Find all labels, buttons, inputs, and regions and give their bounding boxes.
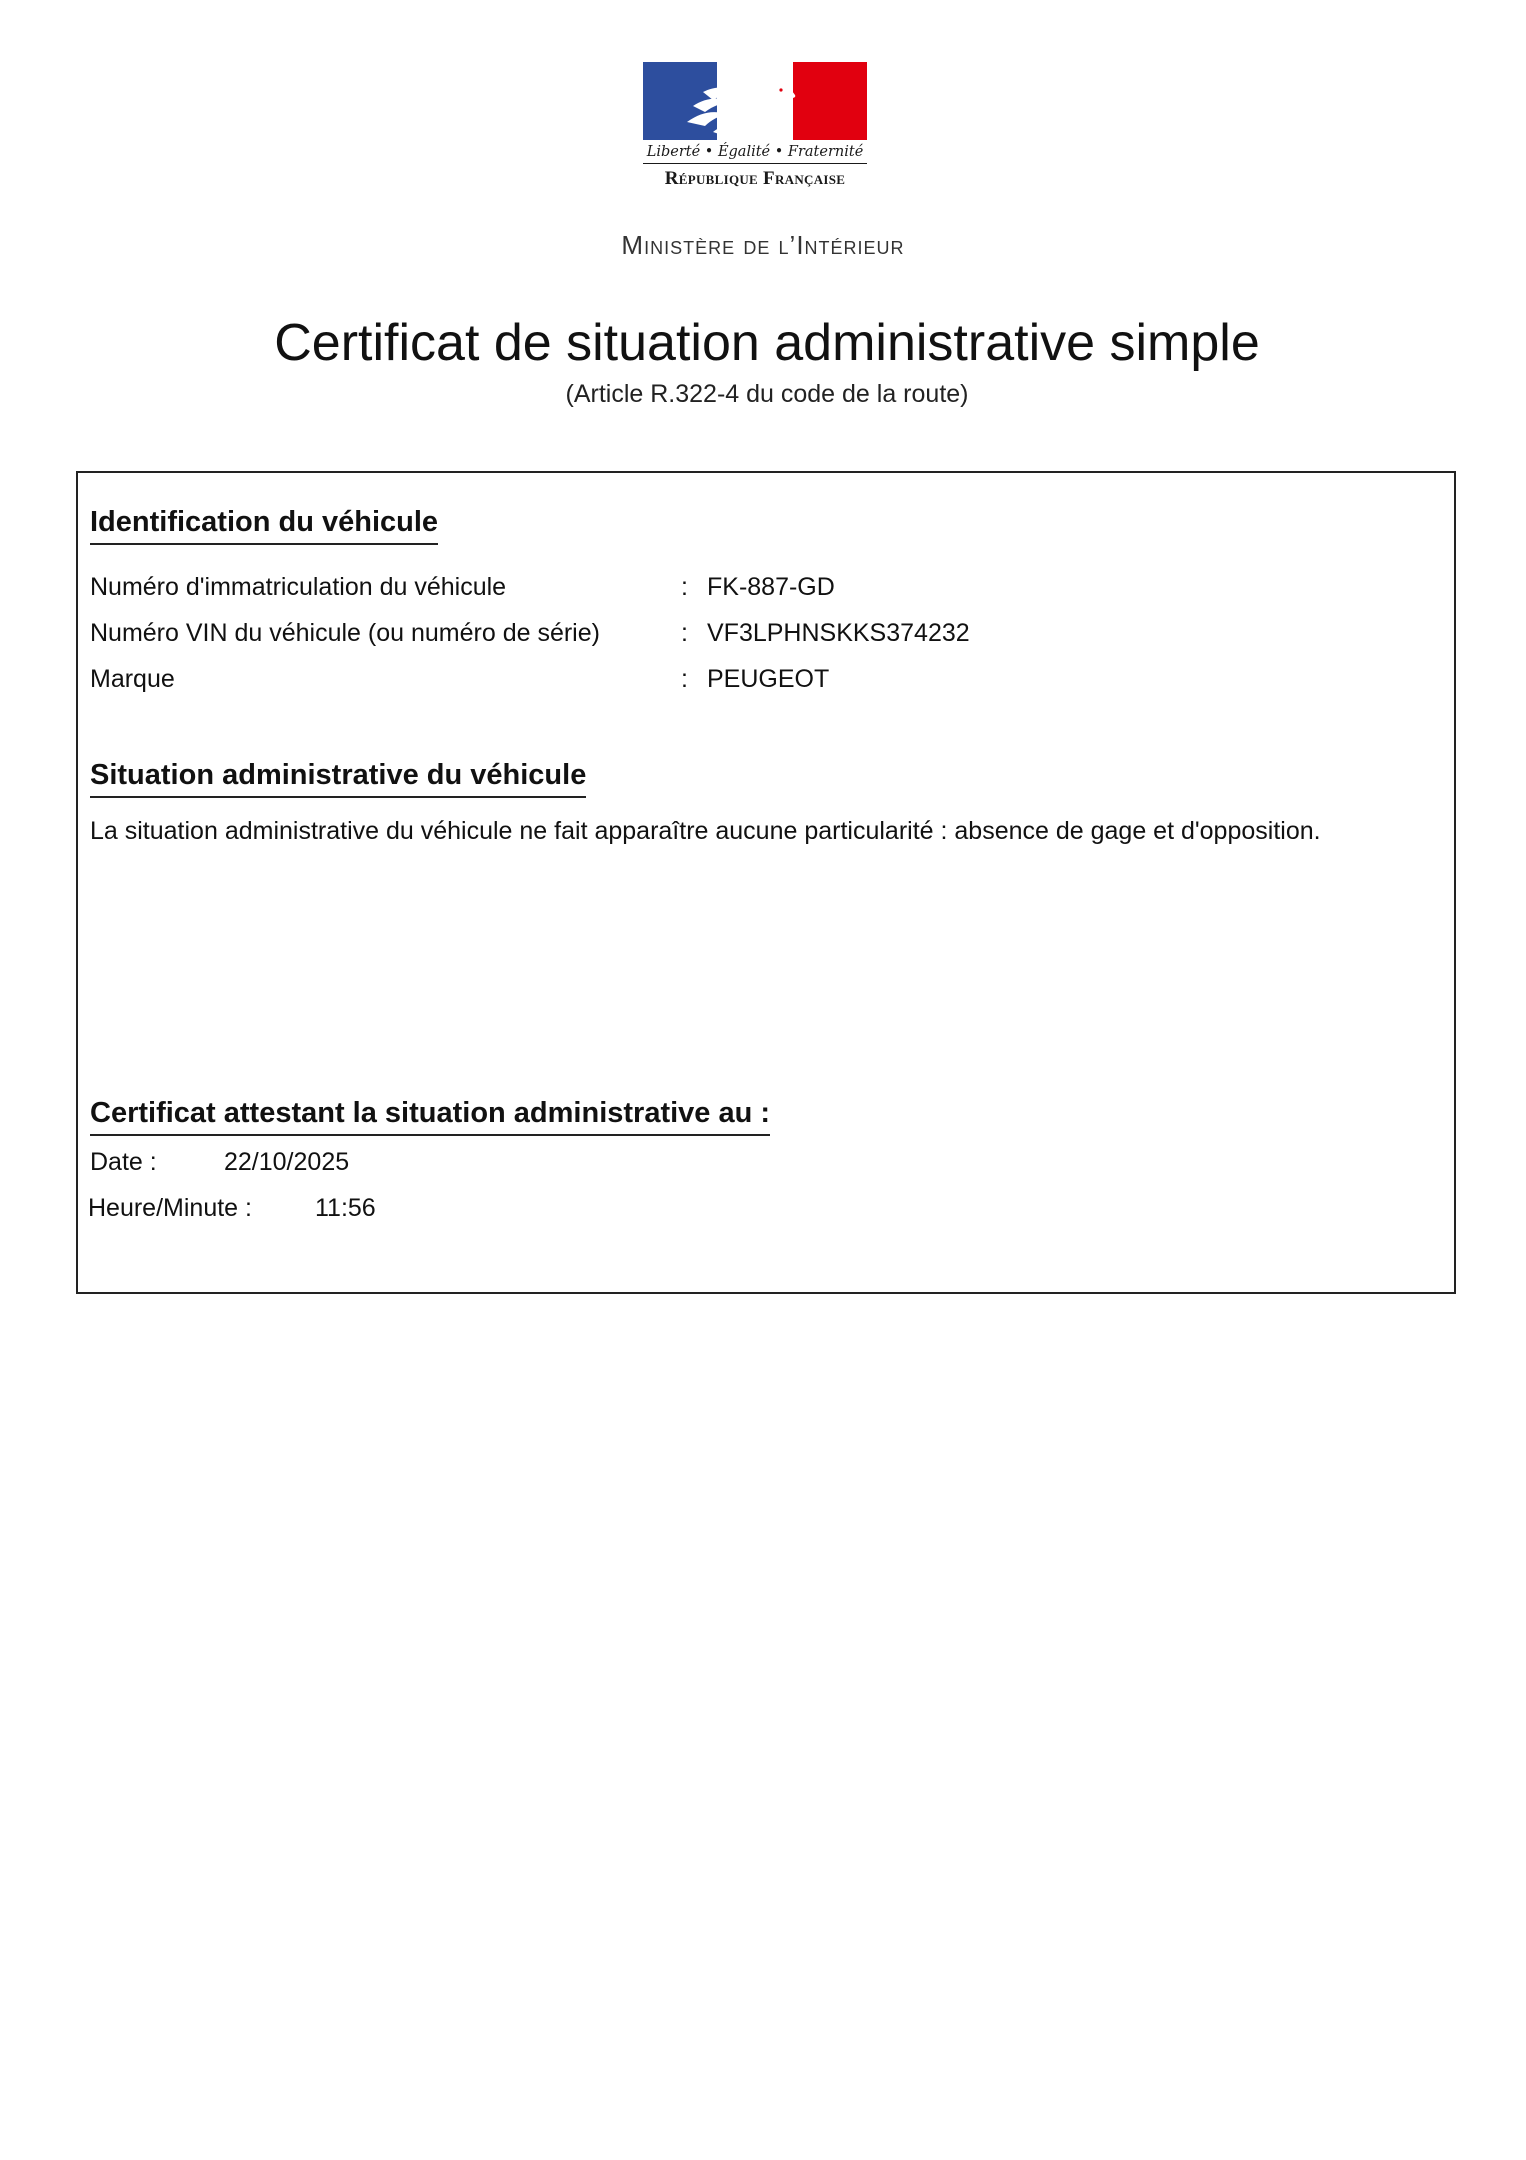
- field-label: Numéro d'immatriculation du véhicule: [90, 573, 507, 601]
- attestation-heading: Certificat attestant la situation administrative au :: [90, 1097, 770, 1136]
- field-separator: :: [681, 573, 688, 601]
- republic-motto: Liberté • Égalité • Fraternité: [646, 144, 864, 160]
- republique-francaise-logo: [643, 62, 867, 190]
- field-separator: :: [681, 619, 688, 647]
- page-subtitle: (Article R.322-4 du code de la route): [565, 380, 969, 408]
- situation-heading: Situation administrative du véhicule: [90, 759, 586, 798]
- vin-number-value: VF3LPHNSKKS374232: [707, 619, 970, 647]
- time-label: Heure/Minute :: [88, 1194, 252, 1222]
- republic-name: République Française: [664, 168, 846, 189]
- ministry-name: Ministère de l’Intérieur: [621, 230, 905, 260]
- field-separator: :: [681, 665, 688, 693]
- date-label: Date :: [90, 1148, 157, 1176]
- page-title: Certificat de situation administrative simple: [274, 314, 1260, 372]
- identification-heading: Identification du véhicule: [90, 506, 438, 545]
- motto-divider: [643, 163, 867, 164]
- field-label: Marque: [90, 665, 175, 693]
- tricolor-flag: [643, 62, 867, 140]
- situation-text: La situation administrative du véhicule ne fait apparaître aucune particularité : absence de gage et d'opposition.: [90, 817, 1321, 845]
- registration-number-value: FK-887-GD: [707, 573, 835, 601]
- marianne-profile-icon: [683, 62, 823, 140]
- time-value: 11:56: [315, 1194, 376, 1222]
- date-value: 22/10/2025: [224, 1148, 350, 1176]
- field-label: Numéro VIN du véhicule (ou numéro de série): [90, 619, 600, 647]
- brand-value: PEUGEOT: [707, 665, 830, 693]
